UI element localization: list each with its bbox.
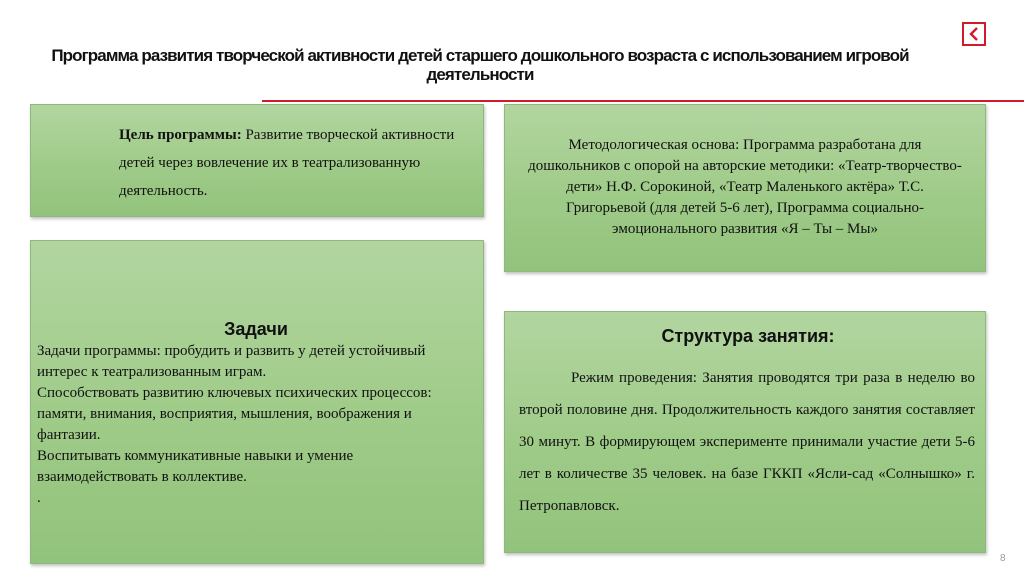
page-title: Программа развития творческой активности детей старшего дошкольного возраста с использованием игровой деятельности [51, 46, 909, 84]
back-arrow-icon [968, 27, 980, 41]
title-divider [262, 100, 1024, 102]
task-item: . [37, 490, 41, 506]
tasks-heading: Задачи [224, 319, 288, 339]
task-item: Способствовать развитию ключевых психических процессов: памяти, внимания, восприятия, мышления, воображения и фантазии. [37, 385, 432, 443]
methodology-panel [504, 104, 986, 272]
goal-panel [30, 104, 484, 217]
methodology-text: Методологическая основа: Программа разработана для дошкольников с опорой на авторские методики: «Театр-творчество-дети» Н.Ф. Сорокиной, «Театр Маленького актёра» Т.С. Григорьевой (для детей 5-6 лет), Программа социально-эмоционального развития «Я – Ты – Мы» [528, 137, 962, 237]
goal-text: Развитие творческой активности детей через вовлечение их в театрализованную деятельность. [119, 127, 455, 199]
back-button[interactable] [962, 22, 986, 46]
structure-heading: Структура занятия: [661, 326, 835, 346]
tasks-panel [30, 240, 484, 564]
task-item: Воспитывать коммуникативные навыки и умение взаимодействовать в коллективе. [37, 448, 354, 485]
goal-label: Цель программы: [119, 127, 242, 143]
structure-text: Режим проведения: Занятия проводятся три раза в неделю во второй половине дня. Продолжительность каждого занятия составляет 30 минут. В формирующем эксперименте принимали участие дети 5-6 лет в количестве 35 человек. на базе ГККП «Ясли-сад «Солнышко» г. Петропавловск. [519, 370, 975, 514]
task-item: Задачи программы: пробудить и развить у детей устойчивый интерес к театрализованным играм. [37, 343, 426, 380]
page-number: 8 [1000, 553, 1006, 564]
structure-panel [504, 311, 986, 553]
